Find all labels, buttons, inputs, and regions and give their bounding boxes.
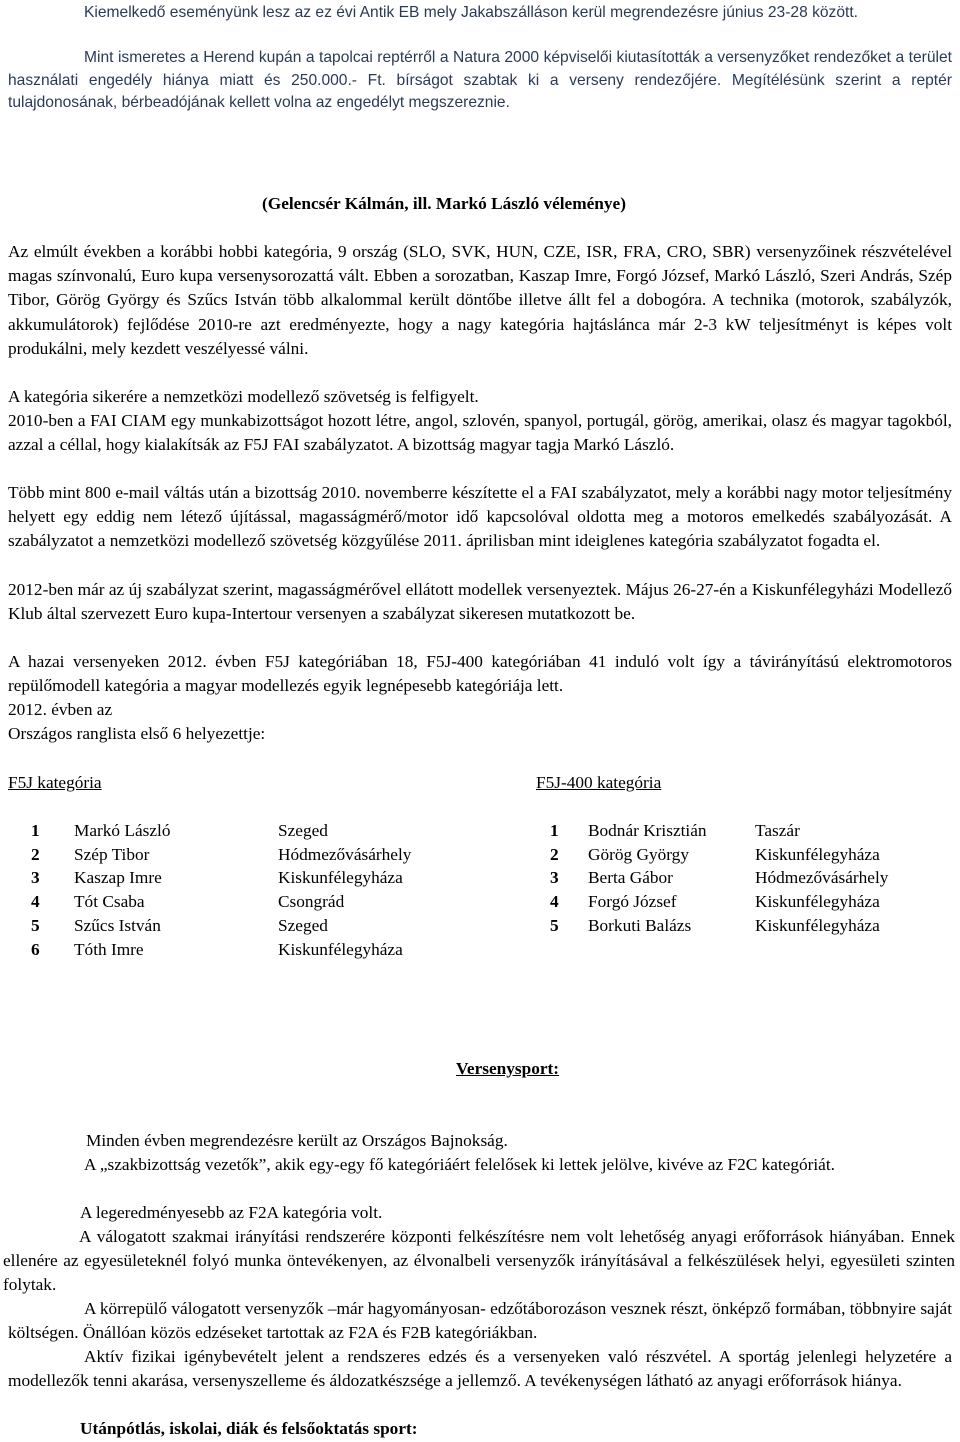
name-cell: Berta Gábor bbox=[588, 868, 673, 888]
body-paragraph-2: A kategória sikerére a nemzetközi modellező szövetség is felfigyelt. bbox=[8, 387, 479, 406]
name-cell: Kaszap Imre bbox=[74, 868, 162, 888]
intro-paragraph-2: Mint ismeretes a Herend kupán a tapolcai reptérről a Natura 2000 képviselői kiutasították a versenyzőket rendezőket a terület használati engedély hiánya miatt és 250.000.- Ft. bírságot szabtak ki a verseny rendezőjére. Megítélésünk szerint a reptér tulajdonosának, bérbeadójának kellett volna az engedélyt megszereznie. bbox=[8, 49, 952, 112]
table-row bbox=[550, 914, 945, 938]
sport-paragraph-6: Aktív fizikai igénybevételt jelent a rendszeres edzés és a versenyeken való részvétel. A sportág jelenlegi helyzetére a modellezők tenni akarása, versenyszelleme és áldozatkészsége a jellemző. A tevékenységen látható az anyagi erőforrások hiánya. bbox=[8, 1347, 952, 1391]
table-row bbox=[550, 819, 945, 843]
rank-cell: 4 bbox=[31, 892, 40, 912]
f5j-ranking-table bbox=[31, 819, 458, 961]
name-cell: Tóth Imre bbox=[74, 939, 144, 959]
rank-cell: 5 bbox=[550, 915, 559, 935]
author-heading: (Gelencsér Kálmán, ill. Markó László véleménye) bbox=[262, 194, 626, 213]
table-row bbox=[550, 866, 945, 890]
table-row bbox=[31, 843, 458, 867]
table-row bbox=[550, 890, 945, 914]
rank-cell: 3 bbox=[31, 868, 40, 888]
sport-paragraph-1: Minden évben megrendezésre került az Országos Bajnokság. bbox=[86, 1131, 508, 1150]
rank-cell: 6 bbox=[31, 939, 40, 959]
city-cell: Csongrád bbox=[278, 892, 345, 912]
name-cell: Borkuti Balázs bbox=[588, 915, 692, 935]
f5j400-category-title: F5J-400 kategória bbox=[536, 773, 662, 792]
table-row bbox=[31, 914, 458, 938]
body-paragraph-5: 2012-ben már az új szabályzat szerint, magasságmérővel ellátott modellek versenyeztek. Május 26-27-én a Kiskunfélegyházi Modellező Klub által szervezett Euro kupa-Intertour versenyen a szabályzat sikeresen mutatkozott be. bbox=[8, 580, 952, 624]
rank-cell: 1 bbox=[550, 821, 559, 840]
city-cell: Kiskunfélegyháza bbox=[278, 939, 403, 959]
body-paragraph-3: 2010-ben a FAI CIAM egy munkabizottságot hozott létre, angol, szlovén, spanyol, portugál, görög, amerikai, olasz és magyar tagokból, azzal a céllal, hogy kialakítsák az F5J FAI szabályzatot. A bizottság magyar tagja Markó László. bbox=[8, 411, 952, 455]
f5j400-ranking-table bbox=[550, 819, 945, 938]
sport-paragraph-2: A „szakbizottság vezetők”, akik egy-egy fő kategóriáért felelősek ki lettek jelölve, kivéve az F2C kategóriát. bbox=[84, 1155, 835, 1174]
body-paragraph-1: Az elmúlt években a korábbi hobbi kategória, 9 ország (SLO, SVK, HUN, CZE, ISR, FRA, CRO, SBR) versenyzőinek részvételével magas színvonalú, Euro kupa versenysorozattá vált. Ebben a sorozatban, Kaszap Imre, Forgó József, Markó László, Szeri András, Szép Tibor, Görög György és Szűcs István több alkalommal került döntőbe illetve állt fel a dobogóra. A technika (motorok, szabályzók, akkumulátorok) fejlődése 2010-re azt eredményezte, hogy a nagy kategória hajtáslánca már 2-3 kW teljesítményt is képes volt produkálni, mely kezdett veszélyessé válni. bbox=[8, 242, 952, 358]
city-cell: Hódmezővásárhely bbox=[755, 868, 889, 888]
name-cell: Markó László bbox=[74, 821, 171, 840]
table-row bbox=[31, 866, 458, 890]
table-row bbox=[31, 819, 458, 843]
sport-paragraph-4: A válogatott szakmai irányítási rendszerére központi felkészítésre nem volt lehetőség anyagi erőforrások hiányában. Ennek ellenére az egyesületeknél folyó munka öntevékenyen, az élvonalbeli versenyzők irányításával a felkészülések helyi, egyesületi szinten folytak. bbox=[3, 1227, 955, 1295]
rank-cell: 1 bbox=[31, 821, 40, 840]
body-paragraph-6: A hazai versenyeken 2012. évben F5J kategóriában 18, F5J-400 kategóriában 41 induló volt így a távirányítású elektromotoros repülőmodell kategória a magyar modellezés egyik legnépesebb kategóriája lett. bbox=[8, 652, 952, 696]
name-cell: Forgó József bbox=[588, 892, 677, 912]
rank-cell: 2 bbox=[31, 844, 40, 864]
city-cell: Kiskunfélegyháza bbox=[278, 868, 403, 888]
table-row bbox=[550, 843, 945, 867]
rank-cell: 2 bbox=[550, 844, 559, 864]
city-cell: Kiskunfélegyháza bbox=[755, 892, 880, 912]
section-heading-versenysport: Versenysport: bbox=[456, 1059, 560, 1078]
city-cell: Taszár bbox=[755, 821, 800, 840]
city-cell: Kiskunfélegyháza bbox=[755, 915, 880, 935]
name-cell: Görög György bbox=[588, 844, 689, 864]
body-paragraph-7: 2012. évben az bbox=[8, 700, 113, 719]
section-heading-utanpotlas: Utánpótlás, iskolai, diák és felsőoktatás sport: bbox=[80, 1419, 418, 1438]
sport-paragraph-5: A körrepülő válogatott versenyzők –már hagyományosan- edzőtáborozáson vesznek részt, önképző formában, többnyire saját költségen. Önállóan közös edzéseket tartottak az F2A és F2B kategóriákban. bbox=[8, 1299, 952, 1343]
body-paragraph-4: Több mint 800 e-mail váltás után a bizottság 2010. novemberre készítette el a FAI szabályzatot, mely a korábbi nagy motor teljesítmény helyett egy eddig nem létező újítással, magasságmérő/motor idő kapcsolóval oldotta meg a motoros emelkedés szabályozását. A szabályzatot a nemzetközi modellező szövetség közgyűlése 2011. áprilisban mint ideiglenes kategória szabályzatot fogadta el. bbox=[8, 483, 952, 551]
name-cell: Bodnár Krisztián bbox=[588, 821, 707, 840]
table-row bbox=[31, 938, 458, 962]
rank-cell: 3 bbox=[550, 868, 559, 888]
rank-cell: 4 bbox=[550, 892, 559, 912]
name-cell: Szűcs István bbox=[74, 915, 161, 935]
name-cell: Tót Csaba bbox=[74, 892, 145, 912]
table-row bbox=[31, 890, 458, 914]
city-cell: Szeged bbox=[278, 915, 328, 935]
city-cell: Hódmezővásárhely bbox=[278, 844, 412, 864]
intro-paragraph-1: Kiemelkedő eseményünk lesz az ez évi Antik EB mely Jakabszálláson kerül megrendezésre június 23-28 között. bbox=[84, 4, 859, 21]
name-cell: Szép Tibor bbox=[74, 844, 150, 864]
rank-cell: 5 bbox=[31, 915, 40, 935]
f5j-category-title: F5J kategória bbox=[8, 773, 102, 792]
city-cell: Kiskunfélegyháza bbox=[755, 844, 880, 864]
city-cell: Szeged bbox=[278, 821, 328, 840]
ranking-intro: Országos ranglista első 6 helyezettje: bbox=[8, 724, 266, 743]
sport-paragraph-3: A legeredményesebb az F2A kategória volt. bbox=[80, 1203, 383, 1222]
